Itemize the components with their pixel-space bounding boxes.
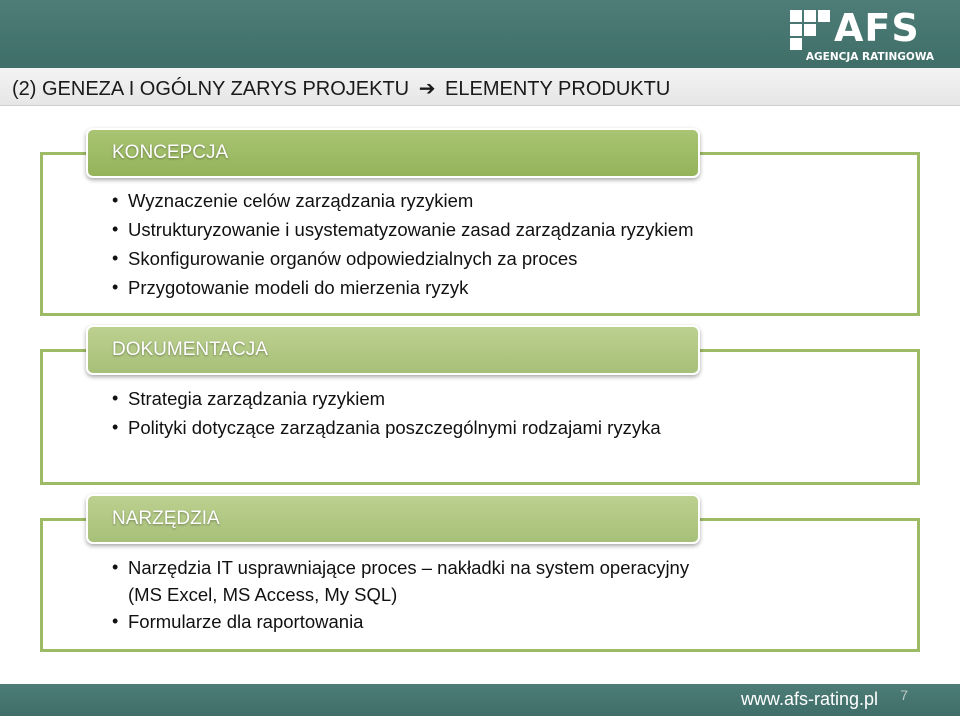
page-title (12, 76, 670, 101)
section-dokumentacja-header (86, 325, 700, 375)
top-banner (0, 0, 960, 68)
section-narzedzia-list (112, 553, 689, 636)
title-bar (0, 68, 960, 106)
list-item: • Przygotowanie modeli do mierzenia ryzyk (112, 273, 694, 302)
arrow-right-icon: ➔ (418, 78, 436, 100)
section-koncepcja-header (86, 128, 700, 178)
logo-subtitle: AGENCJA RATINGOWA (805, 51, 935, 63)
list-item: • Polityki dotyczące zarządzania poszczególnymi rodzajami ryzyka (112, 413, 661, 442)
section-koncepcja-list (112, 186, 694, 302)
list-item-continuation: (MS Excel, MS Access, My SQL) (128, 584, 398, 605)
list-item: • Skonfigurowanie organów odpowiedzialnych za proces (112, 244, 694, 273)
list-item: • Strategia zarządzania ryzykiem (112, 384, 661, 413)
section-heading: NARZĘDZIA (112, 508, 220, 529)
afs-logo-mark-icon (790, 10, 830, 50)
list-item (112, 553, 689, 607)
section-heading: KONCEPCJA (112, 142, 229, 163)
footer-bar (0, 684, 960, 716)
page-title-part2: ELEMENTY PRODUKTU (445, 78, 671, 100)
logo-name: AFS (834, 6, 920, 50)
page-number: 7 (900, 687, 908, 703)
list-item: • Wyznaczenie celów zarządzania ryzykiem (112, 186, 694, 215)
section-narzedzia-header (86, 494, 700, 544)
section-dokumentacja-list (112, 384, 661, 442)
footer-url: www.afs-rating.pl (740, 689, 878, 709)
section-heading: DOKUMENTACJA (112, 339, 268, 360)
list-item-text: Narzędzia IT usprawniające proces – nakładki na system operacyjny (128, 557, 690, 578)
page-title-part1: (2) GENEZA I OGÓLNY ZARYS PROJEKTU (12, 78, 410, 100)
afs-logo (790, 6, 950, 64)
list-item: • Formularze dla raportowania (112, 607, 689, 636)
list-item: • Ustrukturyzowanie i usystematyzowanie zasad zarządzania ryzykiem (112, 215, 694, 244)
